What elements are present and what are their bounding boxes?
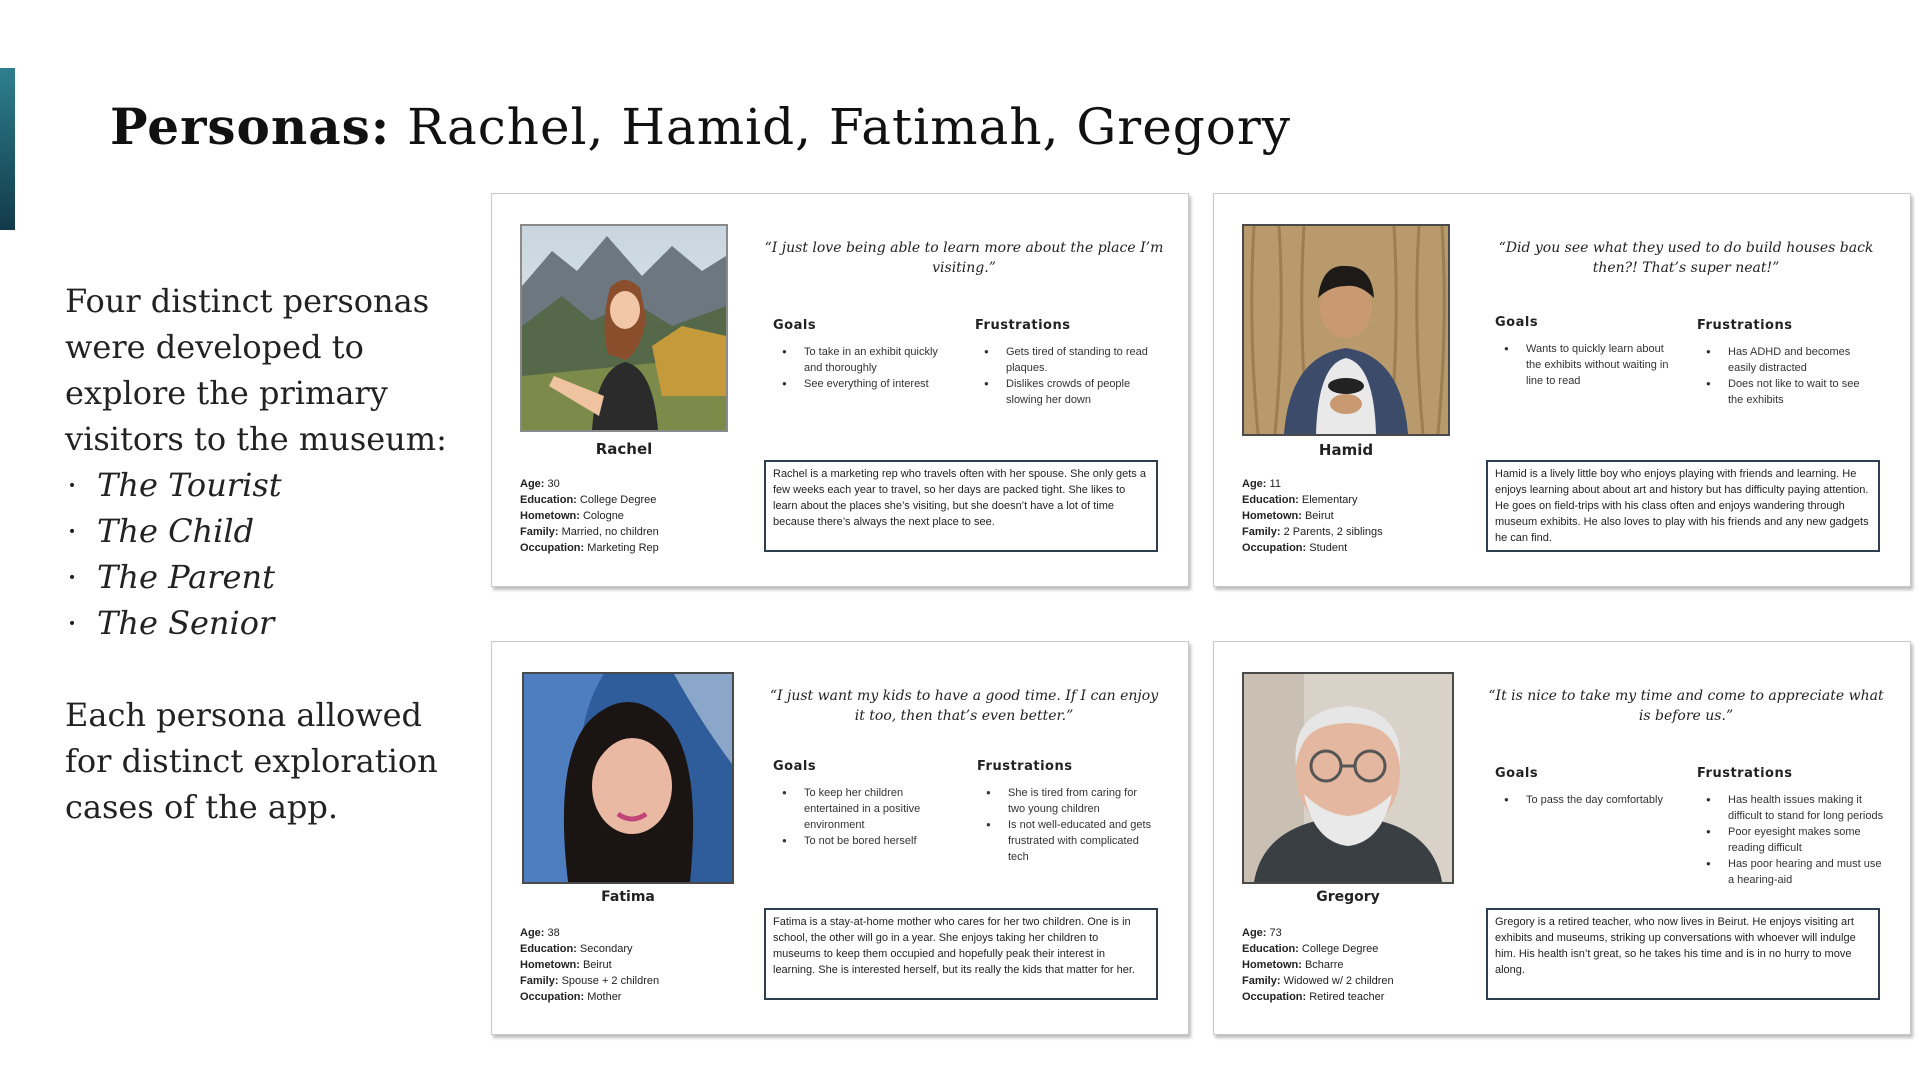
persona-card-rachel bbox=[491, 193, 1189, 587]
frustrations-list bbox=[986, 785, 1156, 865]
info-education: Education: Elementary bbox=[1242, 494, 1358, 506]
info-hometown: Hometown: Cologne bbox=[520, 510, 624, 522]
frustration-item: ● Dislikes crowds of people slowing her down bbox=[984, 376, 1154, 408]
intro-paragraph-2: Each persona allowed for distinct exploration cases of the app. bbox=[65, 696, 438, 826]
title-names: Rachel, Hamid, Fatimah, Gregory bbox=[390, 98, 1292, 156]
info-occupation: Occupation: Retired teacher bbox=[1242, 991, 1385, 1003]
frustrations-list bbox=[1706, 792, 1886, 888]
goal-item: ● Wants to quickly learn about the exhibits without waiting in line to read bbox=[1504, 341, 1674, 389]
goals-list bbox=[782, 785, 952, 849]
info-family: Family: Married, no children bbox=[520, 526, 659, 538]
persona-photo-rachel bbox=[520, 224, 728, 432]
info-hometown: Hometown: Beirut bbox=[520, 959, 612, 971]
goals-list bbox=[1504, 341, 1674, 389]
frustration-item: ● Does not like to wait to see the exhibits bbox=[1706, 376, 1876, 408]
goals-heading: Goals bbox=[1495, 315, 1539, 330]
frustrations-heading: Frustrations bbox=[975, 318, 1071, 333]
persona-info bbox=[1242, 476, 1383, 556]
persona-quote: “I just love being able to learn more about the place I’m visiting.” bbox=[764, 240, 1164, 276]
persona-quote: “It is nice to take my time and come to appreciate what is before us.” bbox=[1488, 688, 1884, 724]
frustration-item: ● She is tired from caring for two young children bbox=[986, 785, 1156, 817]
goal-item: ● To not be bored herself bbox=[782, 833, 952, 849]
persona-name: Rachel bbox=[595, 440, 653, 458]
frustrations-heading: Frustrations bbox=[1697, 766, 1793, 781]
persona-name: Fatima bbox=[601, 889, 655, 905]
persona-name: Hamid bbox=[1318, 441, 1374, 459]
intro-text bbox=[65, 278, 465, 830]
frustration-item: ● Has ADHD and becomes easily distracted bbox=[1706, 344, 1876, 376]
frustrations-list bbox=[984, 344, 1154, 408]
frustration-item: ● Gets tired of standing to read plaques. bbox=[984, 344, 1154, 376]
persona-name: Gregory bbox=[1316, 889, 1380, 905]
persona-type-item: · The Parent bbox=[65, 554, 465, 600]
persona-card-fatima bbox=[491, 641, 1189, 1035]
frustrations-heading: Frustrations bbox=[977, 759, 1073, 774]
info-education: Education: College Degree bbox=[1242, 943, 1379, 955]
info-age: Age: 38 bbox=[520, 927, 560, 939]
intro-paragraph-1: Four distinct personas were developed to explore the primary visitors to the museum: bbox=[65, 282, 447, 458]
info-hometown: Hometown: Bcharre bbox=[1242, 959, 1344, 971]
info-family: Family: Widowed w/ 2 children bbox=[1242, 975, 1394, 987]
persona-card-hamid bbox=[1213, 193, 1911, 587]
info-occupation: Occupation: Marketing Rep bbox=[520, 542, 659, 554]
goal-item: ● To take in an exhibit quickly and thoroughly bbox=[782, 344, 942, 376]
info-occupation: Occupation: Student bbox=[1242, 542, 1348, 554]
accent-bar bbox=[0, 68, 15, 230]
page-title bbox=[110, 97, 1291, 156]
frustration-item: ● Has health issues making it difficult to stand for long periods bbox=[1706, 792, 1886, 824]
title-bold: Personas: bbox=[110, 97, 391, 156]
goal-item: ● To keep her children entertained in a positive environment bbox=[782, 785, 952, 833]
persona-type-item: · The Child bbox=[65, 508, 465, 554]
frustration-item: ● Is not well-educated and gets frustrated with complicated tech bbox=[986, 817, 1156, 865]
persona-photo-hamid bbox=[1242, 224, 1450, 436]
persona-bio: Gregory is a retired teacher, who now lives in Beirut. He enjoys visiting art exhibits and museums, striking up conversations with whoever will indulge him. His health isn’t great, so he takes his time and is in no hurry to move along. bbox=[1486, 908, 1880, 1000]
info-education: Education: College Degree bbox=[520, 494, 657, 506]
goals-list bbox=[782, 344, 942, 392]
goals-heading: Goals bbox=[773, 318, 817, 333]
persona-bio: Hamid is a lively little boy who enjoys playing with friends and learning. He enjoys learning about about art and history but has difficulty paying attention. He goes on field-trips with his class often and enjoys wandering through museum exhibits. He also loves to play with his friends and any new gadgets he can find. bbox=[1486, 460, 1880, 552]
info-age: Age: 11 bbox=[1242, 478, 1281, 490]
info-family: Family: Spouse + 2 children bbox=[520, 975, 660, 987]
persona-info bbox=[520, 925, 659, 1005]
persona-info bbox=[520, 476, 659, 556]
info-education: Education: Secondary bbox=[520, 943, 633, 955]
persona-info bbox=[1242, 925, 1394, 1005]
frustrations-list bbox=[1706, 344, 1876, 408]
persona-card-gregory bbox=[1213, 641, 1911, 1035]
goals-list bbox=[1504, 792, 1674, 808]
frustration-item: ● Poor eyesight makes some reading difficult bbox=[1706, 824, 1886, 856]
persona-photo-fatima bbox=[522, 672, 734, 884]
info-age: Age: 30 bbox=[520, 478, 560, 490]
info-occupation: Occupation: Mother bbox=[520, 991, 622, 1003]
goals-heading: Goals bbox=[773, 759, 817, 774]
persona-quote: “Did you see what they used to do build houses back then?! That’s super neat!” bbox=[1498, 240, 1874, 276]
frustration-item: ● Has poor hearing and must use a hearing-aid bbox=[1706, 856, 1886, 888]
persona-bio: Rachel is a marketing rep who travels often with her spouse. She only gets a few weeks each year to travel, so her days are packed tight. She likes to learn about the places she’s visiting, but she doesn’t have a lot of time because there’s always the next place to see. bbox=[764, 460, 1158, 552]
persona-quote: “I just want my kids to have a good time. If I can enjoy it too, then that’s even better.” bbox=[769, 688, 1159, 724]
persona-type-list bbox=[65, 462, 465, 646]
goal-item: ● See everything of interest bbox=[782, 376, 942, 392]
goal-item: ● To pass the day comfortably bbox=[1504, 792, 1674, 808]
persona-photo-gregory bbox=[1242, 672, 1454, 884]
persona-type-item: · The Senior bbox=[65, 600, 465, 646]
info-age: Age: 73 bbox=[1242, 927, 1282, 939]
info-family: Family: 2 Parents, 2 siblings bbox=[1242, 526, 1383, 538]
info-hometown: Hometown: Beirut bbox=[1242, 510, 1334, 522]
goals-heading: Goals bbox=[1495, 766, 1539, 781]
persona-bio: Fatima is a stay-at-home mother who cares for her two children. One is in school, the other will go in a year. She enjoys taking her children to museums to keep them occupied and hopefully peak their interest in learning. She is interested herself, but its really the kids that matter for her. bbox=[764, 908, 1158, 1000]
frustrations-heading: Frustrations bbox=[1697, 318, 1793, 333]
persona-type-item: · The Tourist bbox=[65, 462, 465, 508]
